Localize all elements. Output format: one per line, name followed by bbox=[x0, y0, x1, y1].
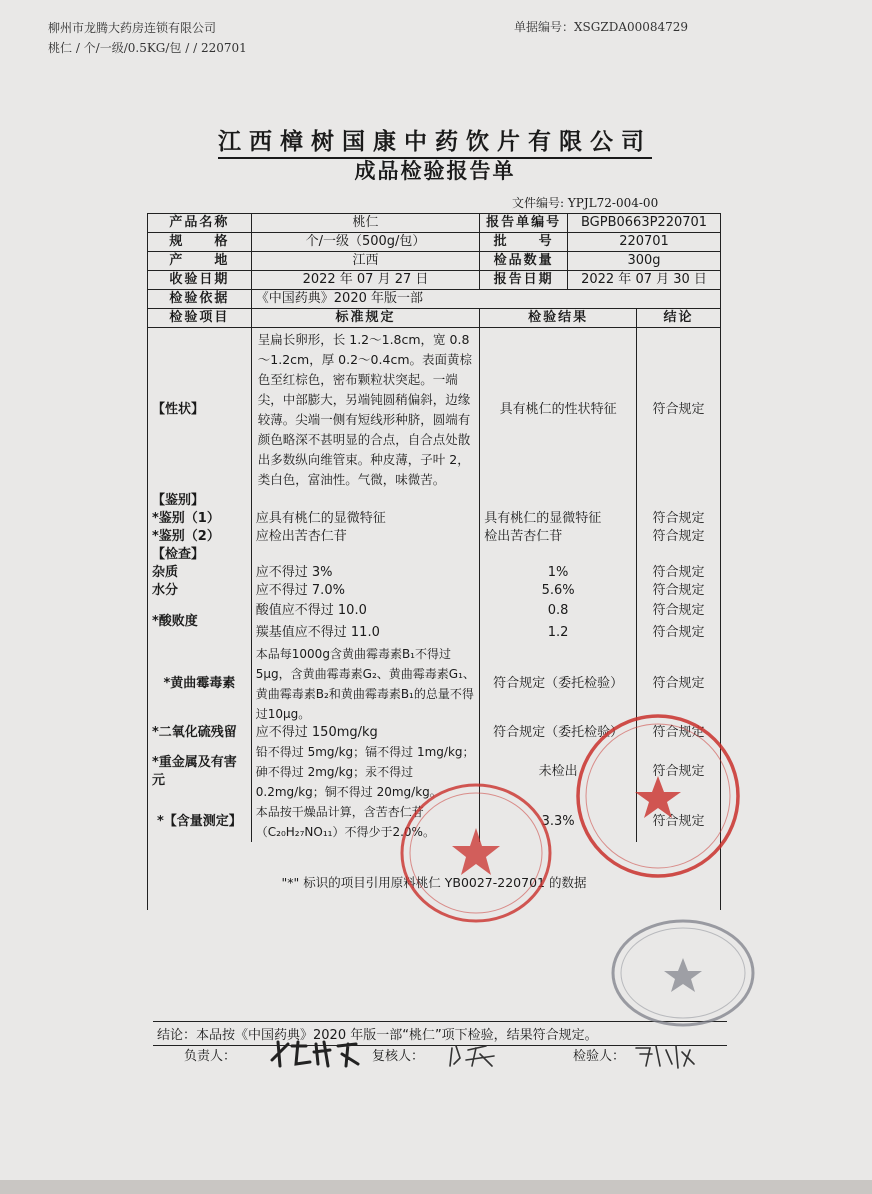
row-standard: 应检出苦杏仁苷 bbox=[251, 528, 479, 546]
col-standard: 标准规定 bbox=[251, 309, 479, 328]
product-name-value: 桃仁 bbox=[251, 214, 479, 233]
row-result: 检出苦杏仁苷 bbox=[480, 528, 637, 546]
report-date-label: 报告日期 bbox=[480, 271, 568, 290]
row-result: 1% bbox=[480, 564, 637, 582]
row-conclusion: 符合规定 bbox=[637, 644, 721, 724]
receive-date-label: 收验日期 bbox=[148, 271, 252, 290]
batch-value: 220701 bbox=[568, 233, 721, 252]
row-result: 未检出 bbox=[480, 742, 637, 802]
row-conclusion: 符合规定 bbox=[637, 742, 721, 802]
section-head: 【检查】 bbox=[148, 546, 252, 564]
row-conclusion: 符合规定 bbox=[637, 724, 721, 742]
receive-date-value: 2022 年 07 月 27 日 bbox=[251, 271, 479, 290]
row-conclusion: 符合规定 bbox=[637, 622, 721, 644]
table-row bbox=[148, 328, 721, 493]
reference-note: "*" 标识的项目引用原料桃仁 YB0027-220701 的数据 bbox=[148, 842, 721, 910]
row-standard: 本品每1000g含黄曲霉毒素B₁不得过5μg，含黄曲霉毒素G₂、黄曲霉毒素G₁、黄曲霉毒素B₂和黄曲霉毒素B₁的总量不得过10μg。 bbox=[251, 644, 479, 724]
report-no-label: 报告单编号 bbox=[480, 214, 568, 233]
file-no-value: YPJL72-004-00 bbox=[567, 196, 659, 210]
col-item: 检验项目 bbox=[148, 309, 252, 328]
qty-label: 检品数量 bbox=[480, 252, 568, 271]
row-standard: 应不得过 150mg/kg bbox=[251, 724, 479, 742]
row-standard: 应具有桃仁的显微特征 bbox=[251, 510, 479, 528]
responsible-label: 负责人： bbox=[184, 1049, 237, 1064]
qty-value: 300g bbox=[568, 252, 721, 271]
row-item: 杂质 bbox=[148, 564, 252, 582]
quality-dept-seal-stamp bbox=[574, 712, 742, 880]
table-row bbox=[148, 546, 721, 564]
table-row bbox=[148, 528, 721, 546]
row-result: 1.2 bbox=[480, 622, 637, 644]
row-result: 5.6% bbox=[480, 582, 637, 600]
row-item: *【含量测定】 bbox=[148, 802, 252, 842]
report-title: 成品检验报告单 bbox=[354, 159, 516, 183]
table-row bbox=[148, 600, 721, 622]
section-head: 【鉴别】 bbox=[148, 492, 252, 510]
row-item: *酸败度 bbox=[148, 600, 252, 644]
row-standard: 应不得过 7.0% bbox=[251, 582, 479, 600]
inspector-signature bbox=[632, 1040, 702, 1070]
origin-value: 江西 bbox=[251, 252, 479, 271]
col-conclusion: 结论 bbox=[637, 309, 721, 328]
spec-value: 个/一级（500g/包） bbox=[251, 233, 479, 252]
row-item: *鉴别（2） bbox=[148, 528, 252, 546]
row-result: 符合规定（委托检验） bbox=[480, 644, 637, 724]
row-conclusion: 符合规定 bbox=[637, 528, 721, 546]
row-item: 水分 bbox=[148, 582, 252, 600]
row-conclusion: 符合规定 bbox=[637, 582, 721, 600]
info-row bbox=[148, 233, 721, 252]
row-item: *重金属及有害元 bbox=[148, 742, 252, 802]
table-row bbox=[148, 510, 721, 528]
row-item: 【性状】 bbox=[148, 328, 252, 493]
row-item: *二氧化硫残留 bbox=[148, 724, 252, 742]
row-conclusion: 符合规定 bbox=[637, 328, 721, 493]
column-header-row bbox=[148, 309, 721, 328]
inspector-label: 检验人： bbox=[573, 1049, 626, 1064]
file-no-label: 文件编号: bbox=[512, 196, 565, 210]
info-row bbox=[148, 271, 721, 290]
company-seal-stamp bbox=[396, 778, 556, 928]
row-standard: 本品按干燥品计算，含苦杏仁苷（C₂₀H₂₇NO₁₁）不得少于2.0%。 bbox=[251, 802, 479, 842]
product-name-label: 产品名称 bbox=[148, 214, 252, 233]
row-conclusion: 符合规定 bbox=[637, 564, 721, 582]
row-result: 具有桃仁的性状特征 bbox=[480, 328, 637, 493]
basis-label: 检验依据 bbox=[148, 290, 252, 309]
row-item: *黄曲霉毒素 bbox=[148, 644, 252, 724]
table-row bbox=[148, 582, 721, 600]
info-row bbox=[148, 252, 721, 271]
row-result: 3.3% bbox=[480, 802, 637, 842]
row-conclusion: 符合规定 bbox=[637, 600, 721, 622]
header-left bbox=[48, 18, 247, 58]
row-standard: 羰基值应不得过 11.0 bbox=[251, 622, 479, 644]
table-row bbox=[148, 492, 721, 510]
info-row bbox=[148, 214, 721, 233]
batch-label: 批 号 bbox=[480, 233, 568, 252]
row-conclusion: 符合规定 bbox=[637, 510, 721, 528]
pharmacy-company: 柳州市龙腾大药房连锁有限公司 bbox=[48, 21, 217, 35]
header-doc-no bbox=[514, 18, 688, 35]
row-standard: 呈扁长卵形，长 1.2～1.8cm，宽 0.8～1.2cm，厚 0.2～0.4cm。表面黄棕色至红棕色，密布颗粒状突起。一端尖，中部膨大，另端钝圆稍偏斜，边缘较薄。尖端一侧有短线形种脐，圆端有颜色略深不甚明显的合点，自合点处散出多数纵向维管束。种皮薄，子叶 2，类白色，富油性。气微，味微苦。 bbox=[251, 328, 479, 493]
col-result: 检验结果 bbox=[480, 309, 637, 328]
row-result: 符合规定（委托检验） bbox=[480, 724, 637, 742]
reviewer-label: 复核人： bbox=[372, 1049, 425, 1064]
conclusion-line: 结论：本品按《中国药典》2020 年版一部“桃仁”项下检验，结果符合规定。 bbox=[153, 1021, 727, 1046]
table-row bbox=[148, 564, 721, 582]
row-standard: 应不得过 3% bbox=[251, 564, 479, 582]
row-item: *鉴别（1） bbox=[148, 510, 252, 528]
file-number bbox=[512, 194, 658, 211]
report-date-value: 2022 年 07 月 30 日 bbox=[568, 271, 721, 290]
row-result: 具有桃仁的显微特征 bbox=[480, 510, 637, 528]
report-no-value: BGPB0663P220701 bbox=[568, 214, 721, 233]
row-result: 0.8 bbox=[480, 600, 637, 622]
row-standard: 酸值应不得过 10.0 bbox=[251, 600, 479, 622]
reviewer-signature bbox=[446, 1040, 506, 1070]
product-line: 桃仁 / 个/一级/0.5KG/包 / / 220701 bbox=[48, 41, 247, 55]
manufacturer-title-text: 江西樟树国康中药饮片有限公司 bbox=[218, 129, 652, 159]
doc-no-value: XSGZDA00084729 bbox=[574, 20, 689, 34]
spec-label: 规 格 bbox=[148, 233, 252, 252]
manufacturer-title bbox=[160, 123, 710, 156]
basis-value: 《中国药典》2020 年版一部 bbox=[251, 290, 720, 309]
quality-inspection-seal-stamp bbox=[610, 918, 756, 1028]
info-row bbox=[148, 290, 721, 309]
doc-no-label: 单据编号： bbox=[514, 20, 575, 34]
row-conclusion: 符合规定 bbox=[637, 802, 721, 842]
responsible-signature bbox=[268, 1036, 368, 1070]
row-standard: 铅不得过 5mg/kg；镉不得过 1mg/kg；砷不得过 2mg/kg；汞不得过 0.2mg/kg；铜不得过 20mg/kg。 bbox=[251, 742, 479, 802]
origin-label: 产 地 bbox=[148, 252, 252, 271]
